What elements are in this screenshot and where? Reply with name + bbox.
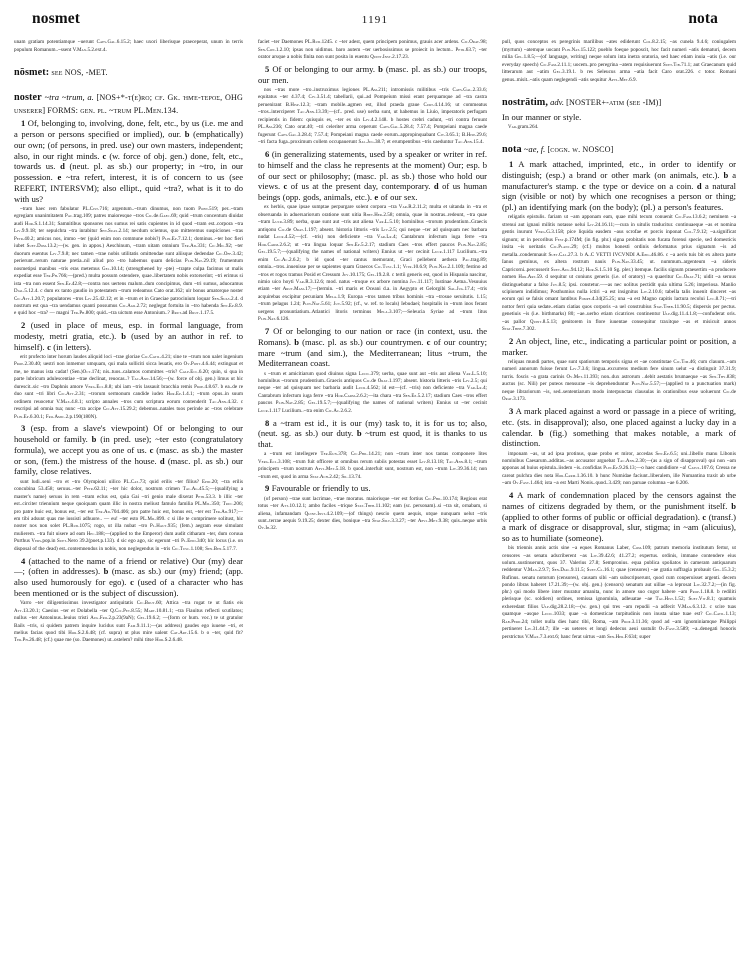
entry-nosmet-text: see NOS, -MET. bbox=[49, 67, 108, 77]
citation-block: s ~trum et amicitiarum quod diuinus signa Lucil.379; uerba, quae sunt aut ~tris aut aliena Var.L.5.10; hominibus ~trorum prudentium..Graecis antiquos Cic.de Orat.1.197; absent. historia litteris ~tris Liv.2.5; qui neque ~ter ad quisquam nec barbaria audit Lucr.4.562; id est—(cf. ~tris) non deficiente ~tra Var.Lr.4; Cantabrum infectum iuga ferre ~tra Hor.Carm.2.6.2;—ita chara ~tra Sen.Ep.5.2.17; stadium Caes ~tros effert paucos Plin.Nat.2.85; Gel.19.5.7;—(qualifying the names of national writers) Ennius ut ~ter cecinit Lucr.1.117 Lucilium..~tra enim Cic.Ac.2.6.2. bbox=[258, 370, 487, 414]
column-2 bbox=[258, 38, 487, 956]
sense-3: 3 (esp. from a slave's viewpoint) Of or belonging to our household or family. b (in pred. use); ~ter esto (congratulatory formula), we accept you as one of us. c (masc. as sb.) the master or son, (fem.) the mistress of the house. d (masc. pl. as sb.) our family, close relatives. bbox=[14, 423, 243, 477]
running-head bbox=[32, 10, 718, 36]
citation-block: pull, quos conceptos ex peregrinis marilibus ~ates ediderunt Col.8.2.15; ~as cunela 9.4.6; coniugalem (myrtum) ~atemque uocant Plin.Nat.15.122; pueblo foeque poposcit, hoc facit numeri ~atis dematuri, decem milia Gel.1.8.5;—(of language, writing) neque solum inta inetra oratoria, sed haec etiam inuia ~atis (i.e. our everyday speech) Cic.Fam.2.11.1; uocem..pro peregrina ~atem requisiuerunt Suet.Tib.71.1; aut Graecanum quid litterarum aut ~atim Gel.3.19.1. b res Seleucus arma ~atia facit Caro orat.226. c totor. Romani genus..misit..~atis quam neglegendi ~atis sequitur Apvl.Met.6.9. bbox=[502, 39, 736, 83]
sense-6: 6 (in generalizing statements, used by a speaker or writer in ref. to himself and the class he represents at the moment) Our; esp. b of our sect or philosophy; (masc. pl. as sb.) those who hold our views. c of us at the present day, contemporary. d of us human beings (opp. gods, animals, etc.). e of our sex. bbox=[258, 148, 487, 203]
nota-inflection: ~ae, f. bbox=[521, 143, 546, 154]
headword-nostratim: nostrātim, bbox=[502, 96, 548, 108]
sense-5: 5 Of or belonging to our army. b (masc. pl. as sb.) our troops, our men. bbox=[258, 63, 487, 85]
nota-etymology: [cogn. w. NOSCO] bbox=[545, 144, 614, 154]
block-spacer bbox=[502, 86, 736, 91]
sense-2: 2 (used in place of meus, esp. in formal language, from modesty, metri gratia, etc.). b (used by an author in ref. to himself). c (in letters). bbox=[14, 320, 243, 352]
noster-forms: FORMS: gen. pl. ~trum PL.Men.134. bbox=[45, 105, 179, 115]
citation-block: faciet ~ter Daemones PL.Rud.1245. c ~ter adest, quem principem ponimus, grauis acer ardens. Cic.Orat.98; Sen.Con.1.2.10; ipsas non uidimus. baro autem ~ter uerbosissimus se proiecit in lectum.. Petr.63.7; ~ter orator arsque a nobis finita non sunt posita in euentu Quint.Inst.2.17.23. bbox=[258, 39, 487, 61]
entry-nosmet bbox=[14, 67, 243, 80]
running-head-left: nosmet bbox=[32, 10, 80, 27]
running-head-right: nota bbox=[688, 10, 718, 27]
citation-block: Var.gram.264. bbox=[508, 123, 539, 130]
sense-8: 8 a ~tram est id., it is our (my) task to, it is for us to; also, (neut. sg. as sb.) our duty. b ~trum est quod, it is thanks to us that. bbox=[258, 417, 487, 450]
citation-block: sunt ludi..seni ~tro et ~tro Olympioni uilico PL.Cas.73; quid erilis ~ter filius? Epid.20; ~tra erilis concubina 53.458; seruus..~ter Petr.62.11; ~ter hic dolor, nostrum crimen Tac.Ag.45.5;—(qualifying a master's name) seruus in rem ~tram eclus est, quia Gai ~tri genio male dixerat Petr.53.3. b illic ~ter est..circiter triennium neque quoiquam quam illic in nostra meliust famulo familia PL.Mil.350; Truc.206; pro patre huic est, bonus est, ~ter est Ter.Ad.704.406; pro patre huic est, bonus est, ~ter est Ter.Ad.917;—em tibi adsunt quas me iussisti adhuore.. — eu! ~ter esto PL.Mil.899. c si ille te comprimere solitust, hic noster nos non solet PL.Rud.1075; rogo, ut illa nubat ~tro Pl.Haut.935; (fem.) aegram esse simulant mulierem. ~tra fuit uisere ad eam Hec.188;—(applied to the Emperor) dum audit citharam ~ter, dum coruua Purthus Vers.pop.in Suet.Nero 39.2(poet.p.133). d sic ego ago, sic egerunt ~tri Pl.Epid.340; hic locus (i.e. on disposal of the dead) est..contemnendus in nobis, non neglegendus in ~tris Cic.Tusc.1.108; Sen.Ben.5.17.7. bbox=[14, 478, 243, 552]
sense-9: 9 Favourable or friendly to us. bbox=[265, 483, 371, 494]
nostratim-pos: adv. bbox=[548, 96, 564, 107]
entry-nota bbox=[502, 144, 736, 157]
noster-inflection: ~tra ~trum, a. bbox=[41, 91, 94, 102]
headword-nota: nota bbox=[502, 143, 522, 155]
citation-block: Varro ~ter diligentissimus investigator antiquitatis Cic.Brut.60; Attica ~tra rogat te ut fiatis eis Att.13.20.1; Caesius ~ter et Dolabella ~ter Q.Cic.Pet.8.55; Mart.10.81.1; ~tra Flauitus reflecti scutilatos; nullus ~ter Antoninus..Ieuius tristi Aug.Fro.2.p.23(9aN); Gel.19.6.2; —(form or hum. voc.) te ut gratulor Bails ~tris, si quidem patrem inquire lucidus sunt Fam.9.11.1;—(as address) gaudes ego iuuene ~tri, et melius facias quod tibi Hor.S.2.6.48; (cf. supra) ut plus mire ualent Cat.Art.15.6. b o ~ter, quid fit? Ter.Ph.26.48; (cf.) quae me (so. Daemones) ut..ostelem? mihi titse Hor.S.2.6.48. bbox=[14, 600, 243, 644]
citation-block: unam gratiam potentiamque ~uerunt Caes.Gal.6.15.2; haec uxori liberisque praeceperat, unum in terris populum Romanum..~ssent V.Max.5.2.ext.4. bbox=[14, 39, 243, 53]
column-1 bbox=[14, 38, 243, 956]
block-spacer bbox=[502, 133, 736, 138]
citation-block: bis triennis annis actis sine ~a eques Romanus Laber, Com.109; patrum memoria institutum fertur, ut censores ~as senatu adscriberent ~as Liv.39.42.6; 41.27.2; expertus. ordinis, immane contendere eius uolum..sustinuerunt, quos 37. Valerius 27.8; Sempronius. equa publica spoliatos in cameram antiquarum reddentur V.Max.2.9.7; Sen.Dial.9.11.5; Suet.Cl.16.1; quae (censores) ~ae gratia suffragia probauit Gel.15.3.2; Rufinus. senatu notorum (censores), causam sibi ~am subscripserunt, quod cum conperuisset argenti. decem pondo libras haberet 17.21.39;—(w. obj. gen.) (censors) senatum aut uillae ~a leprosat Liv.32.7.2;—(in fig. phr.) qui modo libere inter muratur amanita, nunc in amore suo cogor habere ~am Prop.1.18.8. b rediliti plerisque (sc. soldiers) ordines, remissa ignominia, adleuatae ~ae Tac.Hist.1.52; Suet.Vit.8.1; quamuis exheredant filios Ulp.dig.28.2.18;—(w. gen.) qui tres ~am repudii ~a adfecit V.Max.6.3.12. c scire tuas quamque ~asque Lucil.1033; quae ~a domesticae turpitudinis non inusta uitae tuae est? Cic.Catil.1.13; Rab.Perd.24; tollet nulla dies hanc tibi, Roma, ~am Prop.3.11.36; quod ad ~am ignominiamque Philippi pertineret Liv.31.44.7; ille ~as ueteres et longi dedecus aeui sustulit Ov.Fast.3.589; ~a..denegati honoris perstrictus V.Max.7.3.ext.6; hanc ferat uirtus ~am Sen.Her.F.634; super bbox=[502, 545, 736, 640]
block-spacer bbox=[14, 81, 243, 86]
nostratim-definition: In our manner or style. bbox=[502, 111, 582, 122]
sense-4: 4 (attached to the name of a friend or relative) Our (my) dear —; (often in addresses). b (masc. as sb.) our (my) friend; (app. also used humorously for ego). c (used of a character who has been mentioned or is the subject of discussion). bbox=[14, 555, 243, 598]
headword-nosmet: nōsmet: bbox=[14, 66, 50, 78]
entry-noster bbox=[14, 92, 243, 116]
nostratim-etymology: [NOSTER+-atim (see -IM)] bbox=[563, 97, 662, 107]
text-columns bbox=[14, 38, 736, 956]
citation-block: nos ~tras more ~tro..instruximus legiones PL.Am.211; intromissis militibus ~tris Caes.Gal.2.33.6; equitatus ~ter 4.37.4; Civ.3.51.4; tabellarii, qui..ad Pompeium missi erant perquamque ad ~tra castra peruenirant B.Hisp.12.3; ~tram mobile..agmen est, illud praeda graue Curt.4.14.16; ut commeatus ~tros..interciperet Tac.Ann.13.39;—(cf.. pred. use) uerba sunt, ut habemus in Liuio, imperatoris perfugam recipientis in fidem: quisquis es, ~ter es sin Liv.4.2.148. b hostes crebri cadunt, ~tri contra feruunt PL.Am.236; Cato orat.40; ~tri celeriter arma ceperunt Caes.Gal.5.28.4; 7.57.4; Pompeiani magna caede fugerunt Caes.Gal.3.28.4; 7.57.4; Pompeiani magna caede eorum..appropinquabant Civ.3.65.1; B.Hisp.29.6; ~tri facta fuga..proximum collem occupauerunt Sal.Jug.38.7; et erumpentibus ~tris caeduntur Tac.Ann.15.4. bbox=[258, 86, 487, 146]
citation-block: erit profecto inter horum laudes aliquid loci ~trae gloriae Cic.Catil.4.21; sine te ~trum non ualet ingenium Prop.2.30.40; uestri non inmemor umquam, qui mala solliciti sicca leuatis, ero Ov.Pont.4.6.44; extinguat et me, ne manus ista cadat! (Sen.)Oct.174; nis..tuos..calamos committes ~tris? Calp.Ecl.6.20; quin, si qua in parte lubricum adulescentiae ~trae declinat, reuocas..? Tac.Ann.14.56;—(w. force of obj. gen.) limus ut hic durescit..sic ~tro Daphnis amore Verg.Ecl.8.8; ubi iam ~tris lassauit bracchia remis Prop.4.8.67. b ea..de re duo sunt ~tri libri Cic.Att.2.31; ~trorum sermonum candide iudex Hor.Ep.1.4.1; ~trum opus..in suum ordinem reuocetur V.Max.4.8.1; scripto annales ~tros cum scriptura eorum contenderit Tac.Ann.4.32. c rescripsi ad omnia tua; nunc ~tra accipe Cic.Att.15.29.2; debemus..natales tuos perinde ac ~tros celebrare Plin.Ep.6.30.1; Fro.Amic.2.p.190(180N). bbox=[14, 353, 243, 420]
citation-block: imponam ~as, ut ad ipsa protinus, quae probo et miror, accedas Sen.Ep.6.5; uni..libello manu Libonis nominibus Caesarum..additas..~as accusator arguebat Tac.Ann.2.30;—(as a sign of disapproval) qui non ~am apponas ad huius epistula..iisdem ~is..confidias Plin.Ep.9.26.13;—o haec candidiore ~a! Catul.107.6; Cressa ne careat pulchra dies nota Hor.Carm.1.36.10. b hunc Numidae faciunt..liberalem, ille Numantina traxit ab urbe ~am Ov.Fast.1.464; ista ~a est Marti Nonis..quod..3.429; non paruae columna ~ae 6.206. bbox=[502, 450, 736, 487]
sense-1: 1 A mark attached, imprinted, etc., in order to identify or distinguish; (esp.) a brand or other mark (on animals, etc.). b a manufacturer's stamp. c the type or device on a coin. d a natural sign (visible or not) by which one recognises a person or thing; (pl.) an identifying mark (on the body); (pl.) a person's features. bbox=[502, 158, 736, 213]
sense-1: 1 Of, belonging to, involving, done, felt, etc., by us (i.e. me and a person or persons specified or implied), our. b (emphatically) our own; (of persons, in pred. use) our own masters, independent; also, in our right minds. c (w. force of obj. gen.) done, felt, etc., towards us. d (neut. pl. as sb.) our property; in ~tro, in our possession. e ~tra refert, interest, it is of concern to us (see REFERT, INTERSVM); also ellipt., quid ~tra?, what is it to do with us? bbox=[14, 118, 243, 204]
page-number: 1191 bbox=[361, 14, 389, 26]
sense-3: 3 A mark placed against a word or passage in a piece of writing, etc. (sts. in disapproval); also, one placed against a lucky day in a calendar. b (fig.) something that makes notable, a mark of distinction. bbox=[502, 405, 736, 449]
citation-block: ~tram haec rem fabulatur PL.Cist.716; argentum..~trum dinumus, non tuom Poen.519; per..~tram egregiam unanimitatem Pac.trag.109; patres maioresque ~tros Cic.de.Gaec.69; quid ~trum concentum diuidat audi Hor.S.1.14.31; Samnitibus sponsores nos sumus rei satis cupientes in id quod ~tram est..corpora ~tra Liv.9.9.18; ter sepulchra ~tra inrabitur Sen.Suas.2.14; necdum sciemus, quo mitteremus suspiciones ~tras Petr.40.2; amicus nos, immo ~ter (quid enim non commune nobis?) Plin.Ep.7.12.1; dominus..~ter hoc fieri iubet Suet.Dom.13.2;—(w. gen. in appos.) Aeschinum, ~tram uitam omnium Ter.Ad.331; Cic.Mil.92; ~ter duorum euentus Liv.7.9.8; nec tamen ~trae nobis utilitatis omittendae sunt aliisque dedendae Cic.Off.3.42; perierunt..rerum naturae pretia..nil aliud pro ~tro habemus quam delicias Plin.Nat.29.19; frumentum nosmetipsi manibus ~tris eras metemus Gel.10.14; (strengthened by -pte) ~trapte culpa facimus ut malis expediat esse Ter.Ph.766;—(pred.) multa possum ostendere, quae..libertatem nobis extorserint; ~tri erimus si ista ~tra non essent Sen.Ep.42.8;—contra nos uertens malum..dum concipimus, dum ~tri sumus, aduocamus Dial.5.12.4. c dum ex tanto gaudio in potestatem ~trum redeamus Cato orat.162; uir bonus amatorque noster Cic.Att.1.20.7; populatores ~tros Liv.25.42.12; et in ~trum et in Graeciae patrocinium loquar Sen.Suas.2.4. d nostrum est qua ~tra uendamus quanti possumus Cic.Agr.2.72; neglegat fortuita in ~tro habenda Sen.Ep.8.9. e quid hoc ~tra? — magni Ter.Ph.800; quid..~tra uictum esse Antonium..? Brut.ad Brut.1.17.5. bbox=[14, 205, 243, 317]
sense-7: 7 Of or belonging to our nation or race (in context, usu. the Romans). b (masc. pl. as sb.) our countrymen. c of our country; mare ~trum (and sim.), the Mediterranean; litus ~trum, the Mediterranean coast. bbox=[258, 325, 487, 369]
headword-noster: noster bbox=[14, 91, 42, 103]
citation-block: (of person) ~trae sunt lacrimae, ~trae moratus. maiorisque ~ter est fortius Cic.Phil.10.174; Regious erat totus ~ter Att.10.12.1; ambo faciles ~trique Stat.Theb.11.102; eam (sc. personam)..si ~tra sit, ornabam, si aliena, infamandam Quint.Inst.4.2.109;—(of things) nescio quem aequis, utque nunquam uelut ~tris sunt..terrae aequis 9.19.25; dexter dies, bonique ~tra Stat.Silv.3.3.27; ~ter Apvl.Met.9.38; quis..neque urbis Ov.Ib.32. bbox=[258, 495, 487, 532]
sense-2: 2 An object, line, etc., indicating a particular point or position, a marker. bbox=[502, 335, 736, 357]
sense-4: 4 A mark of condemnation placed by the censors against the names of citizens degraded by them, or the punishment itself. b (applied to other forms of public or official degradation). c (transf.) a mark of disgrace or disapproval, slur, stigma; in ~am (alicuius), so as to humiliate (someone). bbox=[502, 490, 736, 544]
block-spacer bbox=[14, 56, 243, 61]
column-3 bbox=[502, 38, 736, 956]
citation-block: a ~trum est intellegere Ter.Eun.378; Cic.Phil.14.21; non ~trum inter nos tantas componere lites Verg.Ecl.3.108; ~trum fuit officere ut omnibus rerum subiis potestas esset Liv.8.13.18; Tac.Ann.8.1; ~trum principem ~trum nostrum Apvl.Met.5.18. b quod..interfuit sunt, nostrum est, non ~trum Liv.39.36.14; non ~trum est, quod in arma Stat.Ach.2.42; Sil.13.74. bbox=[258, 451, 487, 480]
entry-nostratim bbox=[502, 97, 736, 110]
citation-block: religatis epistulis. fariam ut ~am apponam eam, quae mihi tecum conuenit Cic.Fam.13.6.2; neminem ~a strenui aut ignaui militis notasse uelui Liv.24.16.11;—cura in uitulis traducitur. continuaeque ~as et nomina gentis inurunt Verg.G.3.158; pice liquida easdem ~aus scrofae et porcis inponat Col.7.9.12; ~a.significat signum; ut in pecoribus Fest.p.174M; (in fig. phr.) signa probitatis non fucata forensi specie, sed domesticis insita ~is ueritatis Cic.Planc.29; (cf.) multos honesti ordinis deformatus prius signatum ~is ad metalla..condemnauit Suet.Cal.27.3. b A..C VETTI IVCVNDI A.Epig.46.86. c ~a aeris tuis bit ex altera parte Ianus geminus, ex altera rostrum nauis Plin.Nat.33.45; ut. nummum..argenteum ~a sideris Capricorni..percusserit Suet.Aug.94.12; Hor.S.1.5.10 Sg. pler.) itemque. facilis signum praesertim ~a producere nomen Hor.Art.59. d sequitur ut coniunx generis (i.e. of oratory) ~a quaeritur Cic.Orat.71; uidit ~a seruus distinguebatur a falso Juv.8.5; ipsi. constetur.—~as nec uolitus pectidit quia ultima 5.26; imperiosa. Manlio scipionem indidimus; Posthumius nulla ictiri ~a est insignitus Liv.2.10.6; tabella talis inuenit dinceret ~as eorum qui se falsis ornant lantibus Pompe.4.34(25.25; una ~a est Magno capitis lactura recolui Lvc.8.71;—tri nottor ferri quia sedate..etiam ciatias quos corporis ~a uel construbius Stat.Theb.11.90.5; dispersis per pectus. genetiuis ~is (i.e. birthmarks) 80; ~ae..uerbo etiam cicatrices continentur Ulp.dig.11.4.1.8;—confuderat oris. ~as pallor Quint.8.5.13; genitorem in flore iuuentae consequitur traxitque ~as et misicuit annos Stat.Theb.7.302. bbox=[502, 214, 736, 333]
noster-etymology: [NOS+*-t(e)ro; cf. Gk. ἡμέ-τερος, OHG unserer] bbox=[14, 92, 243, 115]
citation-block: ex herbis, quae ipsae sumptae perpurgare solent corpora ~tra Var.R.2.11.2; multa et uitanda in ~tra et obseruanda in aduersariorum oratione sunt uitia Rhet.Her.2.58; omnia, quae in nostras..redeunt, ~tra quae ~tram Lucr.3.89; uerba, quae sunt aut ~tris aut aliena Var.L.5.10; hominibus ~trorum prudentium..Graecis antiqonu Cic.de Orat.1.197; absent. historia littoris ~tris Liv.2.5; qui neque ~ter ad quisquam nec barbara nudat Lucr.4.52;—(cf. ~tris) non deficiente ~tra Var.Lr.4; Cantabrum infectum iuga ferre ~tra Hor.Carm.2.6.2; ut ~tra lingua loquar Sen.Ep.5.2.17; stadium Caes ~tros effert paucos Plin.Nat.2.85; Gel.19.5.7;—(qualifying the names of national writers) Ennius ut ~ter cecinit Lucr.1.117 Lucilium..~tra enim Cic.Ac.2.6.2; b id quod ~ter cantus memorant, Graci pellebent aethera Pac.trag.89; omnia..~tros..inuenisse per se sapientes quam Graecos Cic.Tusc.1.1; Vitr.10.6.9; Plin.Nat.2.1.109; festino ad ~tros et rogos tramus Posid et Cressum Juv.10.175; Gel.19.2.8. c tertii generis est, quod in Hispania nascitur, nimio uico hoyti Var.R.3.12.6; mod. natus ~truque ex arbore nomina Juv.11.117; Iustinae Aetna..Vesuuius etiam ~ter Arut.Mam.17;—(termin. ~tri maris et Oceani d.a. in Aegypto et Gelorgibi Sal.Jug.17.4; ~tris acquirebas excipitur pecuniam Mela.1.9; Europa ~tros tamen tribus hominis ~tra ~trosue seruitutis. 1.15; ~trum pelagus 1.24; Plin.Nat.5.61; Juv.5.92; (cf., w. ref. to locals) Iebudaei; hospitalis in ~trum inos ferant uergens pronuntiatium..Atlantici litoris terminus Mela.3.107;—Seleucia Syriae ad ~trum litus Plin.Nat.6.126. bbox=[258, 204, 487, 323]
citation-block: reliquas mundi partes, quae sunt spatiorum temporis signa et ~ae constitutae Cic.Tim.46; cum clauum..~am numeri annorum fuisse ferunt Liv.7.3.6; lingua..excurrens medium fere sinum uelut ~a distinguit 37.31.9; turris. foscis ~a grata carinis Ov.Met.11.393; non..dux astrorum ..debit aestatis brumaeque ~as Sen.Thy.838; auctus (sc. Nili) per puteos mensurae ~is deprehenduntur Plin.Nat.5.57;—(applied to a punctuation mark) neque librariorum ~is, sed..sententiarum modo interpunctas clausulas in orationibus esse uoluerunt Cic.de Orat.3.173. bbox=[502, 358, 736, 403]
